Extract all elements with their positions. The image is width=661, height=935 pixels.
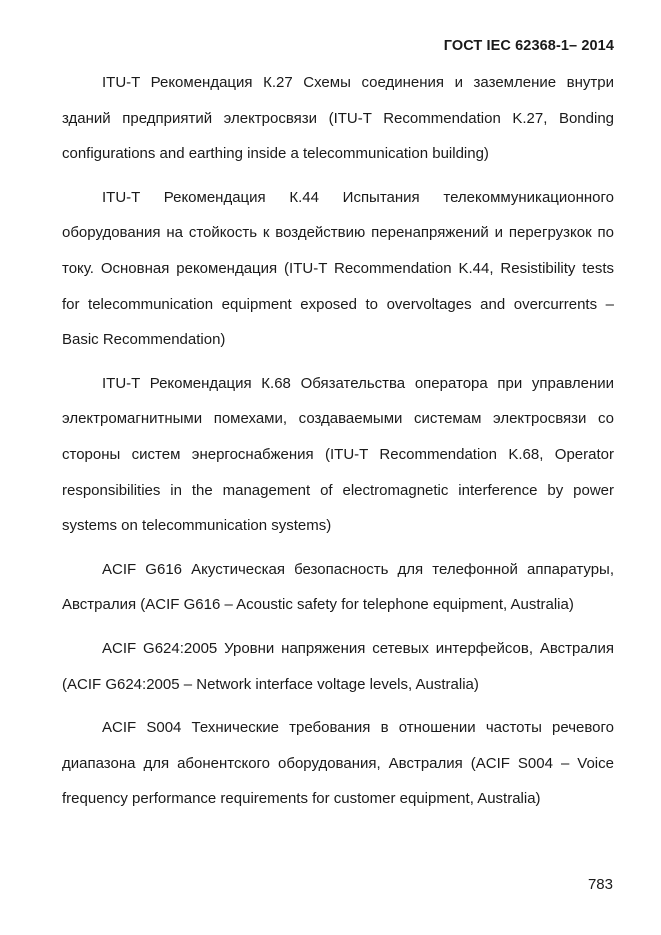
reference-itu-k68: ITU-T Рекомендация К.68 Обязательства оператора при управлении электромагнитными помехами, создаваемыми системам электросвязи со стороны систем энергоснабжения (ITU-T Recommendation K.68, Operator responsibilities in the management of electromagnetic interference by power systems on telecommunication systems) xyxy=(62,374,614,535)
reference-acif-s004: ACIF S004 Технические требования в отношении частоты речевого диапазона для абонентского оборудования, Австралия (ACIF S004 – Voice frequency performance requirements for customer equipment, Australia) xyxy=(62,719,614,808)
reference-itu-k27: ITU-T Рекомендация К.27 Схемы соединения и заземление внутри зданий предприятий электросвязи (ITU-T Recommendation K.27, Bonding configurations and earthing inside a telecommunication building) xyxy=(62,74,614,163)
reference-acif-g624: ACIF G624:2005 Уровни напряжения сетевых интерфейсов, Австралия (ACIF G624:2005 – Network interface voltage levels, Australia) xyxy=(62,639,614,693)
reference-itu-k44: ITU-T Рекомендация К.44 Испытания телекоммуникационного оборудования на стойкость к воздействию перенапряжений и перегрузкок по току. Основная рекомендация (ITU-T Recommendation K.44, Resistibility tests for telecommunication equipment exposed to overvoltages and overcurrents – Basic Recommendation) xyxy=(62,188,614,349)
reference-list xyxy=(62,65,614,817)
standard-header: ГОСТ IEC 62368-1– 2014 xyxy=(443,38,614,54)
reference-acif-g616: ACIF G616 Акустическая безопасность для телефонной аппаратуры, Австралия (ACIF G616 – Acoustic safety for telephone equipment, Australia) xyxy=(62,560,614,614)
page-number: 783 xyxy=(587,876,613,893)
